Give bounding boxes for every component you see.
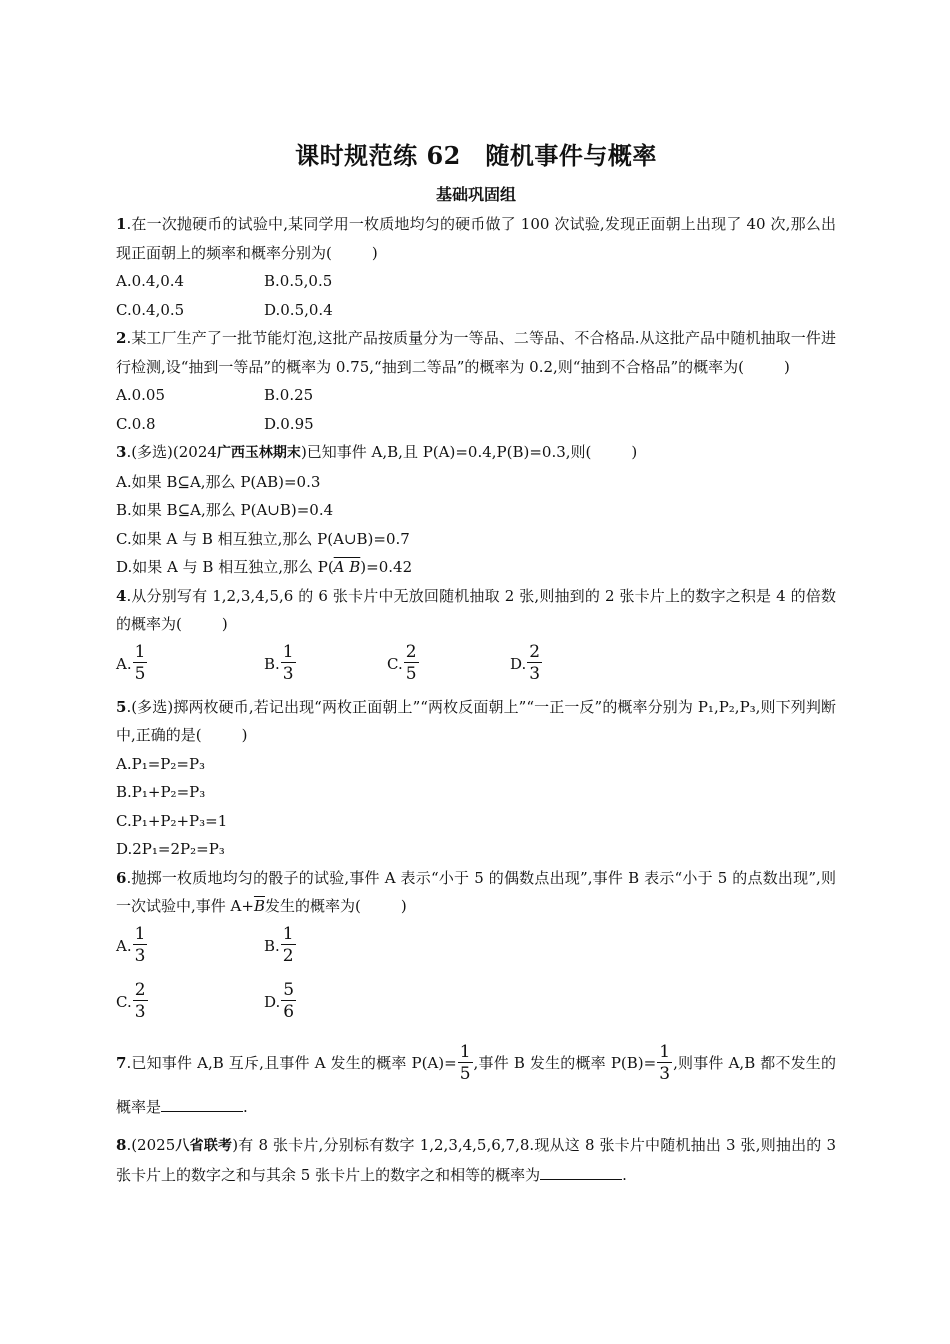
question-text: .(多选)掷两枚硬币,若记出现“两枚正面朝上”“两枚反面朝上”“一正一反”的概率分别为 P₁,P₂,P₃,则下列判断中,正确的是( — [116, 697, 836, 744]
question-4: 4.从分别写有 1,2,3,4,5,6 的 6 张卡片中无放回随机抽取 2 张,则抽到的 2 张卡片上的数字之积是 4 的倍数的概率为( ) — [116, 586, 836, 633]
option-a[interactable]: A.P₁=P₂=P₃ — [116, 754, 206, 773]
options-row — [116, 296, 836, 325]
question-1: 1.在一次抛硬币的试验中,某同学用一枚质地均匀的硬币做了 100 次试验,发现正面朝上出现了 40 次,那么出现正面朝上的频率和概率分别为( ) — [116, 215, 836, 262]
question-number: 3 — [116, 443, 127, 461]
option-a[interactable]: A.如果 B⊆A,那么 P(AB)=0.3 — [116, 472, 321, 491]
question-3: 3.(多选)(2024广西玉林期末)已知事件 A,B,且 P(A)=0.4,P(B)=0.3,则( ) — [116, 443, 638, 461]
option-b[interactable]: B.0.25 — [264, 386, 314, 404]
section-title: 基础巩固组 — [435, 185, 516, 204]
question-text: )有 8 张卡片,分别标有数字 1,2,3,4,5,6,7,8.现从这 8 张卡片中随机抽出 3 张,则抽出的 3 张卡片上的数字之和与其余 5 张卡片上的数字之和相等的概率为 — [116, 1136, 837, 1184]
option-c[interactable]: C.如果 A 与 B 相互独立,那么 P(A∪B)=0.7 — [116, 529, 410, 548]
option-b[interactable]: B.如果 B⊆A,那么 P(A∪B)=0.4 — [116, 501, 334, 519]
complement-b: $\overline{B}$ — [253, 897, 265, 915]
question-text: )已知事件 A,B,且 P(A)=0.4,P(B)=0.3,则( — [300, 443, 592, 461]
question-text: .某工厂生产了一批节能灯泡,这批产品按质量分为一等品、二等品、不合格品.从这批产品中随机抽取一件进行检测,设“抽到一等品”的概率为 0.75,“抽到二等品”的概率为 0.2,则“抽到不合格品”的概率为( — [116, 329, 836, 376]
question-number: 7 — [116, 1053, 127, 1072]
question-text: .抛掷一枚质地均匀的骰子的试验,事件 A 表示“小于 5 的偶数点出现”,事件 B 表示“小于 5 的点数出现”,则一次试验中,事件 A+ — [116, 868, 836, 915]
question-8: 8.(2025八省联考)有 8 张卡片,分别标有数字 1,2,3,4,5,6,7,8.现从这 8 张卡片中随机抽出 3 张,则抽出的 3 张卡片上的数字之和与其余 5 张卡片上的数字之和相等的概率为 . — [116, 1136, 837, 1184]
source-tag: 广西玉林期末 — [216, 445, 301, 461]
option-a[interactable]: A. $\frac{1}{3}$ — [116, 924, 146, 966]
option-c[interactable]: C.0.4,0.5 — [116, 300, 185, 319]
option-b[interactable]: B.0.5,0.5 — [264, 272, 333, 290]
question-number: 1 — [116, 215, 127, 233]
option-d[interactable]: D.2P₁=2P₂=P₃ — [116, 840, 225, 858]
option-a[interactable]: A.0.4,0.4 — [116, 272, 185, 290]
option-d[interactable]: D.如果 A 与 B 相互独立,那么 P(A B)=0.42 — [116, 558, 413, 576]
worksheet-page — [116, 140, 836, 1189]
option-d[interactable]: D.0.5,0.4 — [264, 300, 333, 319]
option-c[interactable]: C. $\frac{2}{3}$ — [116, 980, 146, 1022]
option-a[interactable]: A. $\frac{1}{5}$ — [116, 642, 146, 684]
question-number: 6 — [116, 868, 127, 887]
answer-blank[interactable] — [540, 1164, 622, 1180]
option-d[interactable]: D. $\frac{5}{6}$ — [264, 980, 295, 1022]
question-number: 5 — [116, 697, 127, 716]
options-row — [116, 977, 836, 1027]
question-text: .从分别写有 1,2,3,4,5,6 的 6 张卡片中无放回随机抽取 2 张,则抽到的 2 张卡片上的数字之积是 4 的倍数的概率为( — [116, 586, 836, 633]
option-b[interactable]: B.P₁+P₂=P₃ — [116, 783, 206, 801]
option-c[interactable]: C.P₁+P₂+P₃=1 — [116, 811, 228, 830]
option-d[interactable]: D. $\frac{2}{3}$ — [510, 642, 541, 684]
option-c[interactable]: C.0.8 — [116, 414, 156, 433]
options-row — [116, 267, 836, 296]
options-row — [116, 921, 836, 971]
options-row — [116, 410, 836, 439]
option-b[interactable]: B. $\frac{1}{2}$ — [264, 924, 294, 966]
question-5: 5.(多选)掷两枚硬币,若记出现“两枚正面朝上”“两枚反面朝上”“一正一反”的概率分别为 P₁,P₂,P₃,则下列判断中,正确的是( ) — [116, 697, 836, 744]
options-row — [116, 639, 836, 689]
question-7: 7.已知事件 A,B 互斥,且事件 A 发生的概率 P(A)= $\frac{1}{5}$ ,事件 B 发生的概率 P(B)= $\frac{1}{3}$ ,则事件 A,B 都不发生的概率是 . — [116, 1042, 837, 1116]
page-title: 课时规范练 62 随机事件与概率 — [295, 141, 657, 170]
question-6: 6.抛掷一枚质地均匀的骰子的试验,事件 A 表示“小于 5 的偶数点出现”,事件 B 表示“小于 5 的点数出现”,则一次试验中,事件 $A+\overline{B}$发生的概率为( ) — [116, 868, 836, 915]
question-text: .在一次抛硬币的试验中,某同学用一枚质地均匀的硬币做了 100 次试验,发现正面朝上出现了 40 次,那么出现正面朝上的频率和概率分别为( — [116, 215, 836, 262]
question-number: 2 — [116, 329, 127, 347]
source-tag: 八省联考 — [175, 1138, 233, 1154]
answer-blank[interactable] — [161, 1096, 243, 1112]
option-d[interactable]: D.0.95 — [264, 414, 314, 433]
complement-ab: A B — [333, 558, 361, 576]
option-a[interactable]: A.0.05 — [116, 386, 165, 404]
option-b[interactable]: B. $\frac{1}{3}$ — [264, 642, 294, 684]
question-2: 2.某工厂生产了一批节能灯泡,这批产品按质量分为一等品、二等品、不合格品.从这批产品中随机抽取一件进行检测,设“抽到一等品”的概率为 0.75,“抽到二等品”的概率为 0.2,则“抽到不合格品”的概率为( ) — [116, 329, 836, 376]
options-row — [116, 381, 836, 410]
question-number: 8 — [116, 1136, 127, 1154]
option-c[interactable]: C. $\frac{2}{5}$ — [387, 642, 417, 684]
question-number: 4 — [116, 586, 127, 605]
